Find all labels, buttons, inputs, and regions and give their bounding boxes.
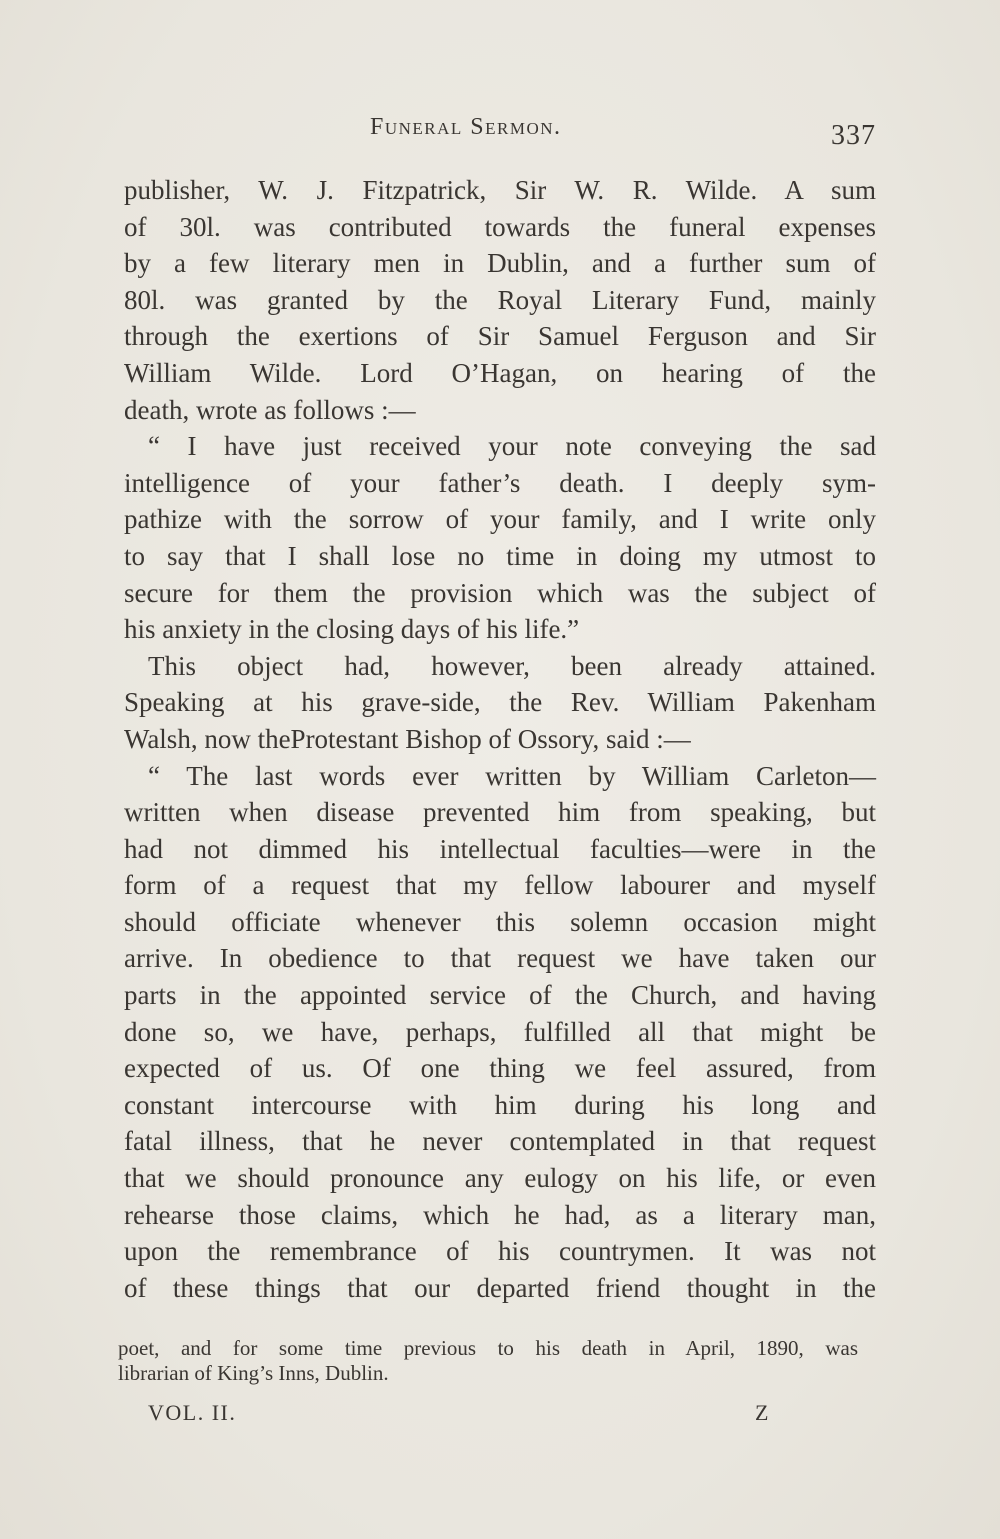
text-line: rehearse those claims, which he had, as a literary man, — [124, 1199, 876, 1230]
running-head: Funeral Sermon. — [370, 114, 562, 140]
text-line: should officiate whenever this solemn occasion might — [124, 906, 876, 937]
body-text — [124, 172, 876, 1306]
text-line: had not dimmed his intellectual faculties—were in the — [124, 833, 876, 864]
text-line: This object had, however, been already attained. — [148, 650, 876, 681]
text-line: intelligence of your father’s death. I deeply sym- — [124, 467, 876, 498]
text-line: Speaking at his grave-side, the Rev. William Pakenham — [124, 687, 876, 718]
text-line: publisher, W. J. Fitzpatrick, Sir W. R. Wilde. A sum — [124, 175, 876, 205]
text-line: 80l. was granted by the Royal Literary Fund, mainly — [124, 284, 876, 315]
text-line: secure for them the provision which was the subject of — [124, 577, 876, 608]
text-line: upon the remembrance of his countrymen. It was not — [124, 1236, 876, 1267]
volume-label: VOL. II. — [148, 1400, 237, 1425]
text-line: fatal illness, that he never contemplated in that request — [124, 1126, 876, 1157]
text-line: death, wrote as follows :— — [124, 394, 416, 425]
text-line: to say that I shall lose no time in doing my utmost to — [124, 540, 876, 571]
text-line: arrive. In obedience to that request we have taken our — [124, 943, 876, 974]
text-line: done so, we have, perhaps, fulfilled all that might be — [124, 1016, 876, 1047]
signature-line — [120, 1400, 770, 1430]
signature-mark: Z — [755, 1400, 770, 1425]
text-line: constant intercourse with him during his long and — [124, 1089, 876, 1120]
footnote — [118, 1336, 858, 1386]
text-line: “ The last words ever written by William Carleton— — [148, 760, 876, 791]
footnote-line: poet, and for some time previous to his death in April, 1890, was — [118, 1336, 858, 1360]
text-line: of these things that our departed friend thought in the — [124, 1272, 876, 1303]
text-line: that we should pronounce any eulogy on his life, or even — [124, 1163, 876, 1194]
text-line: form of a request that my fellow labourer and myself — [124, 870, 876, 901]
text-line: parts in the appointed service of the Church, and having — [124, 980, 876, 1011]
text-line: of 30l. was contributed towards the funeral expenses — [124, 211, 876, 242]
text-line: his anxiety in the closing days of his life.” — [124, 614, 580, 645]
text-line: pathize with the sorrow of your family, and I write only — [124, 504, 876, 535]
text-line: through the exertions of Sir Samuel Ferguson and Sir — [124, 321, 876, 352]
page-number: 337 — [831, 120, 876, 151]
text-line: by a few literary men in Dublin, and a further sum of — [124, 248, 876, 279]
page-header — [124, 110, 876, 154]
text-line: Walsh, now theProtestant Bishop of Ossory, said :— — [124, 723, 691, 754]
footnote-line: librarian of King’s Inns, Dublin. — [118, 1361, 389, 1385]
text-line: William Wilde. Lord O’Hagan, on hearing of the — [124, 357, 876, 388]
text-line: expected of us. Of one thing we feel assured, from — [124, 1053, 876, 1084]
text-line: “ I have just received your note conveying the sad — [148, 431, 876, 462]
text-line: written when disease prevented him from speaking, but — [124, 797, 876, 828]
